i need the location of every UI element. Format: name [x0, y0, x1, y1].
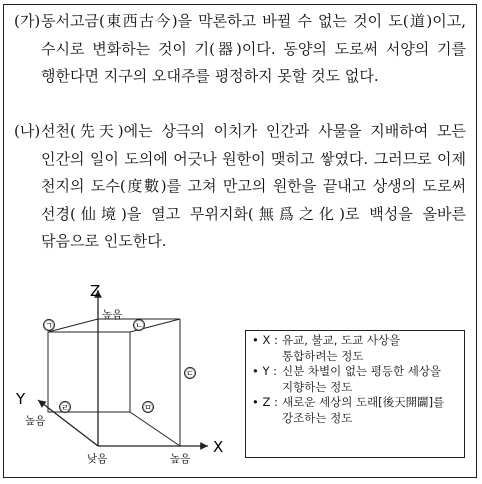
passage-na-label: (나) [14, 122, 41, 140]
point-rieul [60, 402, 71, 415]
3d-axis-diagram [8, 282, 238, 472]
passage-na-text: 선천(先天)에는 상극의 이치가 인간과 사물을 지배하여 모든 인간의 일이 도의에 어긋나 원한이 맺히고 쌓였다. 그러므로 이제 천지의 도수(度數)를 고쳐 만고의 원한을 끝내고 상생의 도로써 선경(仙境)을 열고 무위지화(無爲之化)로 백성을 올바른 닦음으로 인도한다. [41, 122, 466, 250]
origin-low-label: 낮음 [87, 453, 108, 465]
axis-z-label: Z [90, 282, 101, 300]
point-nieun [134, 320, 145, 333]
point-mieum-label: ㉤ [143, 403, 153, 414]
passage-na [14, 118, 466, 256]
y-high-label: 높음 [25, 415, 46, 427]
axis-legend-box [245, 330, 465, 458]
passage-ga [14, 8, 466, 91]
point-nieun-label: ㉡ [134, 321, 144, 332]
z-high-label: 높음 [102, 309, 123, 321]
passage-ga-label: (가) [14, 12, 41, 30]
cube-front-face [48, 332, 130, 412]
axis-x-label: X [213, 438, 224, 456]
legend-item-y [252, 364, 458, 395]
point-giyeok-label: ㉠ [44, 321, 54, 332]
axis-y-label: Y [16, 390, 26, 408]
legend-value-x: 유교, 불교, 도교 사상을 통합하려는 정도 [282, 333, 401, 363]
passage-ga-text: 동서고금(東西古今)을 막론하고 바뀔 수 없는 것이 도(道)이고, 수시로 변화하는 것이 기(器)이다. 동양의 도로써 서양의 기를 행한다면 지구의 오대주를 평정하지 못할 것도 없다. [41, 12, 466, 85]
cube-edge [130, 412, 180, 446]
legend-item-x [252, 333, 458, 364]
point-rieul-label: ㉣ [60, 403, 70, 414]
point-mieum [143, 402, 154, 415]
point-digeut-label: ㉢ [185, 369, 195, 380]
legend-key-y: • Y : [252, 364, 277, 379]
point-giyeok [44, 320, 55, 333]
point-digeut [185, 368, 196, 381]
cube-edge [48, 319, 98, 332]
legend-key-z: • Z : [252, 395, 278, 410]
legend-key-x: • X : [252, 333, 278, 347]
legend-item-z [252, 395, 458, 426]
legend-value-y: 신분 차별이 없는 평등한 세상을 지향하는 정도 [282, 364, 442, 394]
legend-value-z: 새로운 세상의 도래[後天開闢]를 강조하는 정도 [282, 395, 445, 425]
x-high-label: 높음 [170, 453, 191, 465]
